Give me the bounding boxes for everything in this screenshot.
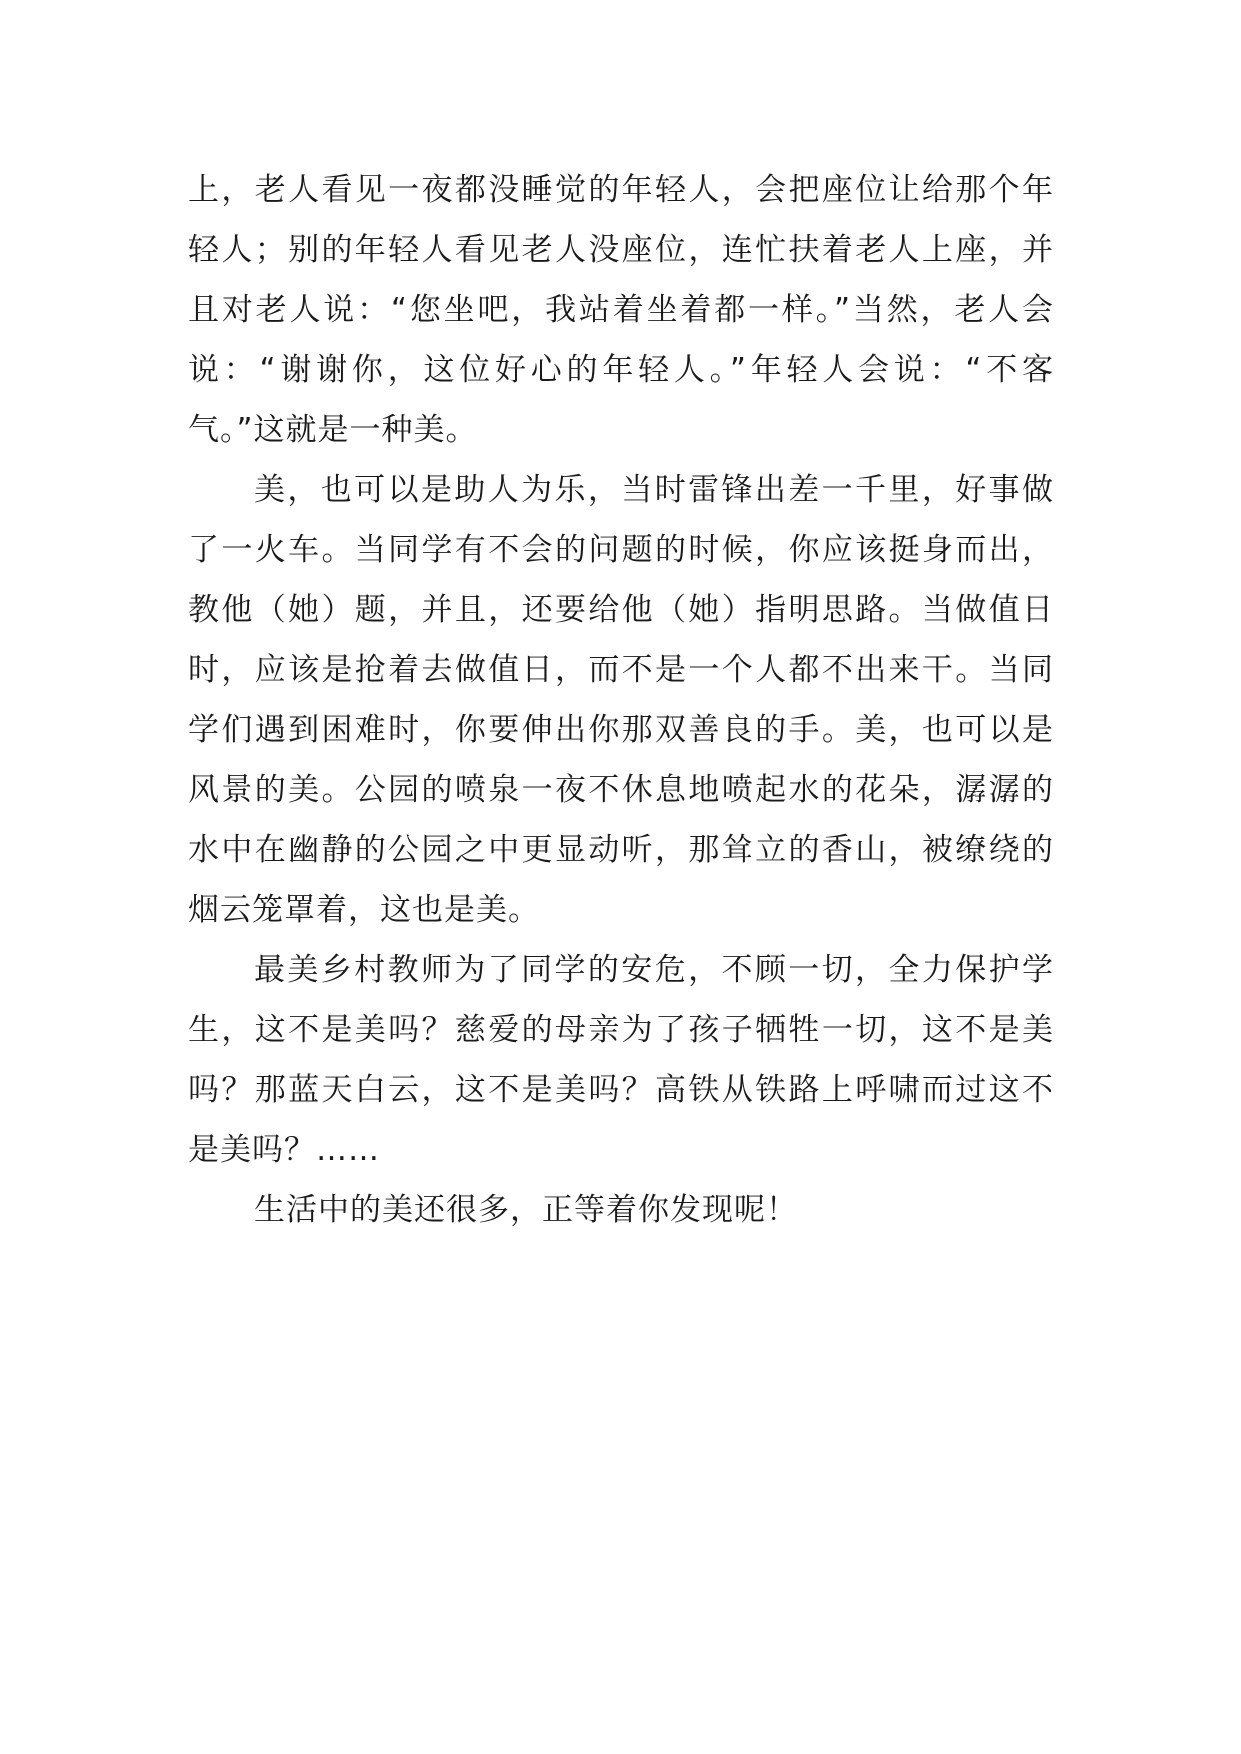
text-line: 上，老人看见一夜都没睡觉的年轻人，会把座位让给那个年 (188, 172, 1054, 208)
paragraph-4 (188, 1180, 1054, 1240)
paragraph-2 (188, 460, 1054, 940)
text-line: 时，应该是抢着去做值日，而不是一个人都不出来干。当同 (188, 652, 1054, 688)
text-line: 轻人；别的年轻人看见老人没座位，连忙扶着老人上座，并 (188, 232, 1054, 268)
text-line: 水中在幽静的公园之中更显动听，那耸立的香山，被缭绕的 (188, 832, 1054, 868)
text-line: 气。”这就是一种美。 (188, 412, 478, 448)
text-line: 最美乡村教师为了同学的安危，不顾一切，全力保护学 (254, 952, 1054, 988)
essay-body (188, 160, 1054, 1240)
text-line: 且对老人说：“您坐吧，我站着坐着都一样。”当然，老人会 (188, 292, 1054, 328)
text-line: 了一火车。当同学有不会的问题的时候，你应该挺身而出， (188, 532, 1054, 568)
text-line: 学们遇到困难时，你要伸出你那双善良的手。美，也可以是 (188, 712, 1054, 748)
text-line: 烟云笼罩着，这也是美。 (188, 892, 540, 928)
text-line: 生，这不是美吗？慈爱的母亲为了孩子牺牲一切，这不是美 (188, 1012, 1054, 1048)
text-line: 生活中的美还很多，正等着你发现呢！ (254, 1192, 798, 1228)
paragraph-1 (188, 160, 1054, 460)
text-line: 美，也可以是助人为乐，当时雷锋出差一千里，好事做 (254, 472, 1054, 508)
text-line: 吗？那蓝天白云，这不是美吗？高铁从铁路上呼啸而过这不 (188, 1072, 1054, 1108)
text-line: 风景的美。公园的喷泉一夜不休息地喷起水的花朵，潺潺的 (188, 772, 1054, 808)
text-line: 说：“谢谢你，这位好心的年轻人。”年轻人会说：“不客 (188, 352, 1054, 388)
text-line: 是美吗？…… (188, 1132, 380, 1168)
paragraph-3 (188, 940, 1054, 1180)
text-line: 教他（她）题，并且，还要给他（她）指明思路。当做值日 (188, 592, 1054, 628)
